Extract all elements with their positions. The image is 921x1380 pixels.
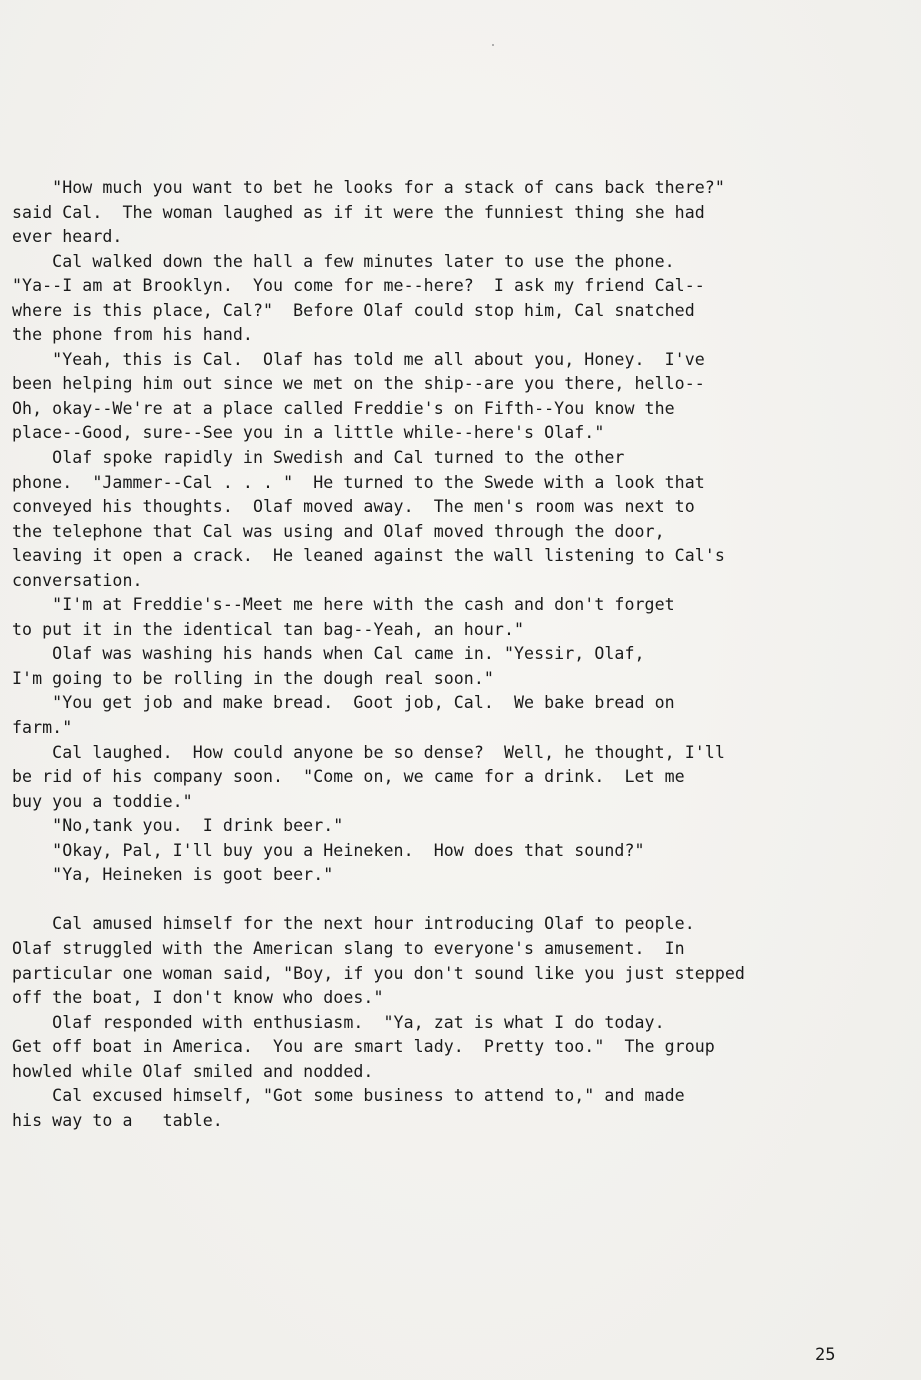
text-line: Olaf spoke rapidly in Swedish and Cal turned to the other (12, 448, 625, 468)
text-line: leaving it open a crack. He leaned against the wall listening to Cal's (12, 546, 725, 566)
text-line: "Ya, Heineken is goot beer." (12, 865, 334, 885)
text-line: place--Good, sure--See you in a little while--here's Olaf." (12, 423, 605, 443)
text-line: "Yeah, this is Cal. Olaf has told me all about you, Honey. I've (12, 349, 705, 369)
text-line: conversation. (12, 570, 143, 590)
text-line: off the boat, I don't know who does." (12, 988, 384, 1008)
text-line: "No,tank you. I drink beer." (12, 816, 344, 836)
text-line: Olaf was washing his hands when Cal came in. "Yessir, Olaf, (12, 644, 645, 664)
paragraph-gap (12, 888, 912, 913)
text-line: "Ya--I am at Brooklyn. You come for me--here? I ask my friend Cal-- (12, 276, 705, 296)
text-line: ever heard. (12, 227, 123, 247)
text-line: Cal amused himself for the next hour introducing Olaf to people. (12, 914, 695, 934)
page-number: 25 (815, 1345, 836, 1365)
text-line: said Cal. The woman laughed as if it were the funniest thing she had (12, 202, 705, 222)
text-line: I'm going to be rolling in the dough real soon." (12, 668, 494, 688)
text-line: conveyed his thoughts. Olaf moved away. The men's room was next to (12, 497, 695, 517)
text-line: Get off boat in America. You are smart lady. Pretty too." The group (12, 1037, 715, 1057)
text-line: Cal excused himself, "Got some business to attend to," and made (12, 1086, 685, 1106)
text-line: where is this place, Cal?" Before Olaf could stop him, Cal snatched (12, 300, 695, 320)
paper-speck (492, 44, 494, 46)
text-line: Oh, okay--We're at a place called Freddie's on Fifth--You know the (12, 398, 675, 418)
text-line: Cal walked down the hall a few minutes later to use the phone. (12, 251, 675, 271)
text-line: particular one woman said, "Boy, if you don't sound like you just stepped (12, 963, 745, 983)
text-line: buy you a toddie." (12, 791, 193, 811)
text-line: been helping him out since we met on the ship--are you there, hello-- (12, 374, 705, 394)
text-line: Olaf struggled with the American slang to everyone's amusement. In (12, 938, 685, 958)
text-line: farm." (12, 718, 73, 738)
text-line: his way to a table. (12, 1110, 223, 1130)
text-line: howled while Olaf smiled and nodded. (12, 1061, 374, 1081)
text-line: phone. "Jammer--Cal . . . " He turned to the Swede with a look that (12, 472, 705, 492)
text-line: the phone from his hand. (12, 325, 253, 345)
text-line: the telephone that Cal was using and Olaf moved through the door, (12, 521, 665, 541)
body-text (12, 176, 912, 1133)
text-line: "How much you want to bet he looks for a stack of cans back there?" (12, 178, 725, 197)
text-line: "I'm at Freddie's--Meet me here with the cash and don't forget (12, 595, 675, 615)
text-line: "You get job and make bread. Goot job, Cal. We bake bread on (12, 693, 675, 713)
text-line: Olaf responded with enthusiasm. "Ya, zat is what I do today. (12, 1012, 665, 1032)
text-line: "Okay, Pal, I'll buy you a Heineken. How does that sound?" (12, 840, 645, 860)
text-line: be rid of his company soon. "Come on, we came for a drink. Let me (12, 767, 685, 787)
text-line: to put it in the identical tan bag--Yeah, an hour." (12, 619, 525, 639)
text-line: Cal laughed. How could anyone be so dense? Well, he thought, I'll (12, 742, 725, 762)
